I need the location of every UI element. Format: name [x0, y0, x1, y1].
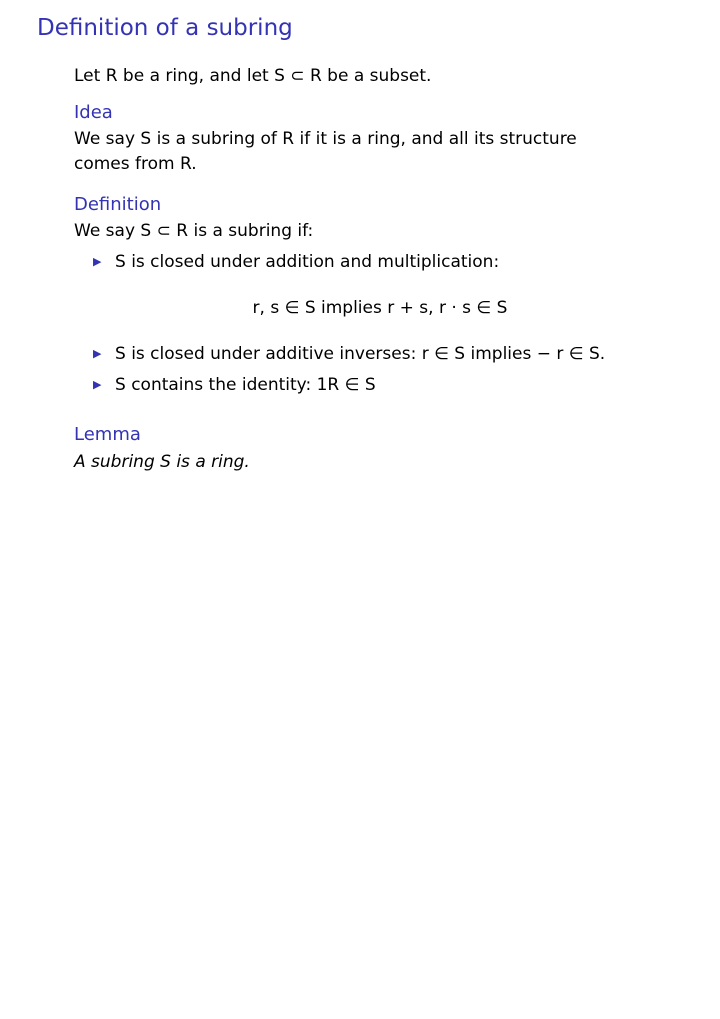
- lemma-heading: Lemma: [74, 424, 141, 445]
- idea-heading: Idea: [74, 102, 113, 123]
- triangle-right-icon: ▶: [93, 378, 102, 391]
- definition-display-math: r, s ∈ S implies r + s, r · s ∈ S: [252, 298, 508, 318]
- triangle-right-icon: ▶: [93, 255, 102, 268]
- triangle-right-icon: ▶: [93, 347, 102, 360]
- slide-title: Definition of a subring: [37, 15, 293, 41]
- idea-line-1: We say S is a subring of R if it is a ring, and all its structure: [74, 129, 577, 149]
- definition-lead: We say S ⊂ R is a subring if:: [74, 221, 314, 241]
- definition-bullet-2: S is closed under additive inverses: r ∈ S implies − r ∈ S.: [115, 344, 606, 364]
- definition-bullet-3: S contains the identity: 1R ∈ S: [115, 375, 376, 395]
- lemma-body: A subring S is a ring.: [74, 452, 250, 472]
- definition-bullet-1: S is closed under addition and multiplication:: [115, 252, 500, 272]
- definition-heading: Definition: [74, 194, 162, 215]
- idea-line-2: comes from R.: [74, 154, 197, 174]
- intro-text: Let R be a ring, and let S ⊂ R be a subset.: [74, 66, 432, 86]
